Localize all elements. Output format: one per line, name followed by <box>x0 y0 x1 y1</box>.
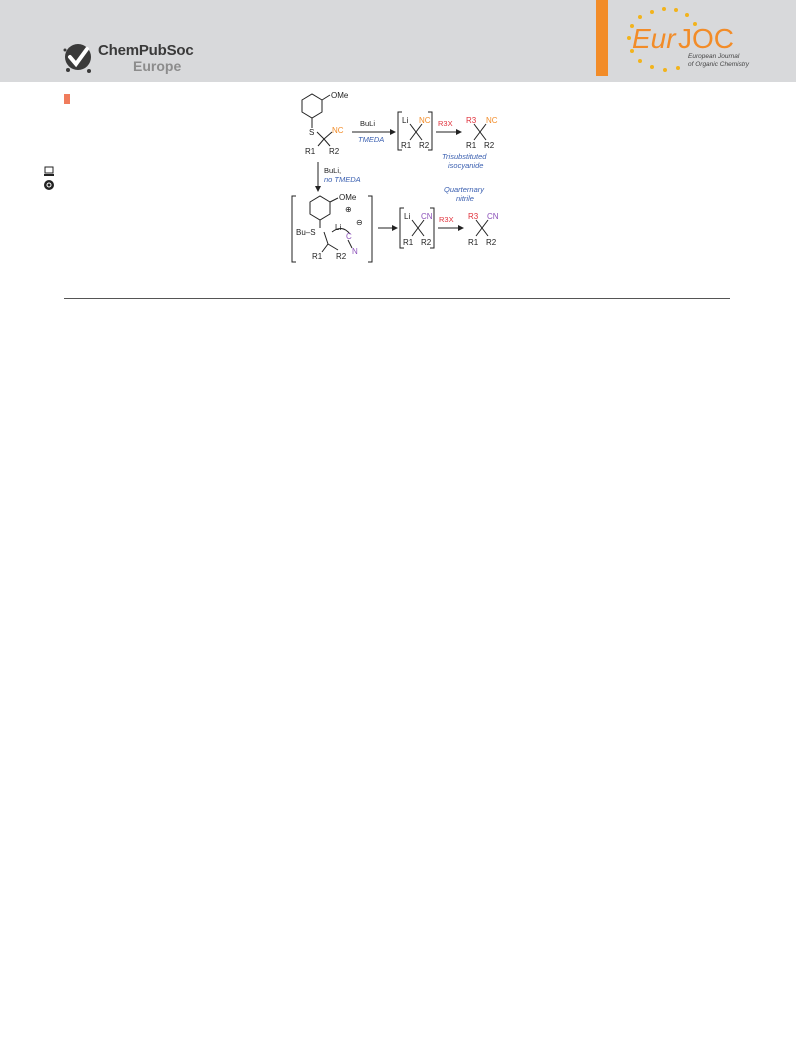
society-name: ChemPubSoc <box>98 42 194 59</box>
journal-full-line1: European Journal <box>688 53 740 60</box>
r1-prod1: R1 <box>466 141 477 150</box>
label-nitrile: nitrile <box>456 194 474 203</box>
arrowhead-3 <box>392 225 398 231</box>
open-access-icon <box>44 180 54 190</box>
society-region: Europe <box>133 58 182 74</box>
arrowhead-2 <box>456 129 462 135</box>
plus-charge: ⊕ <box>345 205 352 214</box>
ome-bottom: OMe <box>339 193 357 202</box>
r3x-2: R3X <box>439 215 454 224</box>
n-bottom: N <box>352 247 358 256</box>
li-cn: Li <box>404 212 411 221</box>
s-top: S <box>309 128 315 137</box>
journal-abbrev-part1: Eur <box>632 23 676 54</box>
product-nitrile <box>476 220 488 236</box>
section-marker <box>64 94 70 104</box>
label-trisubstituted: Trisubstituted <box>442 152 487 161</box>
label-quaternary: Quarternary <box>444 185 485 194</box>
product-isocyanide <box>474 124 486 140</box>
reagent-buli2: BuLi, <box>324 166 342 175</box>
computer-icon <box>44 167 54 176</box>
journal-full-line2: of Organic Chemistry <box>688 61 750 68</box>
reaction-scheme <box>288 84 518 266</box>
r2-int: R2 <box>419 141 430 150</box>
journal-abbrev-part2: JOC <box>678 23 734 54</box>
r1-cn: R1 <box>403 238 414 247</box>
journal-accent-bar <box>596 0 608 76</box>
r2-cn: R2 <box>421 238 432 247</box>
nc-int: NC <box>419 116 431 125</box>
section-divider <box>64 298 730 299</box>
r3-prod1: R3 <box>466 116 477 125</box>
bu-s: Bu–S <box>296 228 316 237</box>
r2-bottom: R2 <box>336 252 347 261</box>
reagent-tmeda: TMEDA <box>358 135 385 144</box>
reagent-buli: BuLi <box>360 119 376 128</box>
r3-prod2: R3 <box>468 212 479 221</box>
ome-top: OMe <box>331 91 349 100</box>
minus-charge: ⊖ <box>356 218 363 227</box>
nc-prod1: NC <box>486 116 498 125</box>
r1-int: R1 <box>401 141 412 150</box>
li-bottom: Li <box>335 223 342 232</box>
cn-int: CN <box>421 212 433 221</box>
r2-prod2: R2 <box>486 238 497 247</box>
r1-bottom: R1 <box>312 252 323 261</box>
cn-prod2: CN <box>487 212 499 221</box>
label-isocyanide: isocyanide <box>448 161 484 170</box>
r2-prod1: R2 <box>484 141 495 150</box>
arrowhead-4 <box>458 225 464 231</box>
reagent-no-tmeda: no TMEDA <box>324 175 361 184</box>
c-bottom: C <box>346 232 352 241</box>
arrowhead-down <box>315 186 321 192</box>
starting-material <box>302 94 332 146</box>
r1-top: R1 <box>305 147 316 156</box>
arrowhead-1 <box>390 129 396 135</box>
li-int: Li <box>402 116 409 125</box>
r1-prod2: R1 <box>468 238 479 247</box>
nc-top: NC <box>332 126 344 135</box>
r3x-1: R3X <box>438 119 453 128</box>
side-icons <box>43 166 55 192</box>
eurjoc-logo <box>612 4 762 78</box>
r2-top: R2 <box>329 147 340 156</box>
